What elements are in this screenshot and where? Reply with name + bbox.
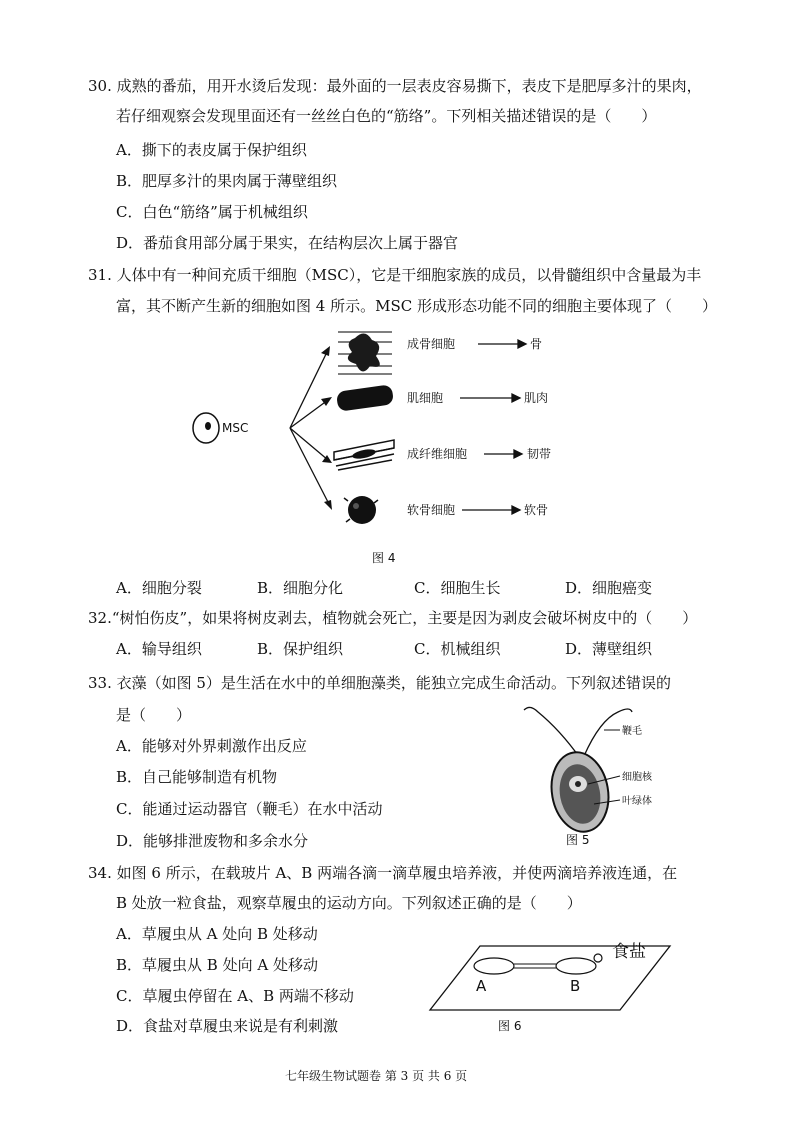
flagellum-left	[524, 707, 580, 758]
chondrocyte-image	[344, 496, 378, 524]
q34-option-a: A．草履虫从 A 处向 B 处移动	[116, 925, 318, 943]
figure-6-caption: 图 6	[498, 1019, 522, 1033]
q32-option-a: A．输导组织	[116, 640, 202, 658]
q30-stem-line2: 若仔细观察会发现里面还有一丝丝白色的“筋络”。下列相关描述错误的是（ ）	[116, 107, 657, 125]
drop-a	[474, 958, 514, 974]
q32-option-c: C．机械组织	[414, 640, 501, 658]
figure-5-caption: 图 5	[566, 833, 590, 847]
cell-label-chondrocyte: 软骨细胞	[407, 503, 456, 517]
fibroblast-image	[334, 440, 394, 470]
cell-label-muscle: 肌细胞	[407, 391, 444, 405]
cell-label-osteoblast: 成骨细胞	[407, 337, 456, 351]
q30-option-c: C．白色“筋络”属于机械组织	[116, 203, 308, 221]
q31-option-b: B．细胞分化	[257, 579, 344, 597]
product-label-bone: 骨	[530, 337, 543, 351]
salt-grain	[594, 954, 602, 962]
q33-option-c: C．能通过运动器官（鞭毛）在水中活动	[116, 800, 383, 818]
muscle-cell-image	[336, 384, 394, 412]
q33-option-a: A．能够对外界刺激作出反应	[116, 737, 307, 755]
osteoblast-image	[337, 326, 393, 378]
q33-stem-line1: 33. 衣藻（如图 5）是生活在水中的单细胞藻类，能独立完成生命活动。下列叙述错误的	[88, 674, 671, 692]
drop-b	[556, 958, 596, 974]
msc-nucleus	[205, 422, 211, 430]
msc-label: MSC	[222, 421, 249, 435]
product-label-ligament: 韧带	[527, 447, 552, 461]
q32-option-d: D．薄壁组织	[565, 640, 653, 658]
q34-stem-line2: B 处放一粒食盐，观察草履虫的运动方向。下列叙述正确的是（ ）	[116, 894, 582, 912]
label-flagellum: 鞭毛	[622, 726, 642, 737]
connecting-channel	[514, 964, 556, 968]
q31-option-c: C．细胞生长	[414, 579, 501, 597]
label-a: A	[476, 977, 487, 995]
q31-option-a: A．细胞分裂	[116, 579, 202, 597]
q33-stem-line2: 是（ ）	[116, 706, 192, 724]
q34-option-b: B．草履虫从 B 处向 A 处移动	[116, 956, 318, 974]
figure-4-caption: 图 4	[372, 551, 396, 565]
q31-option-d: D．细胞癌变	[565, 579, 653, 597]
q30-option-a: A．撕下的表皮属于保护组织	[116, 141, 307, 159]
q31-stem-line1: 31. 人体中有一种间充质干细胞（MSC），它是干细胞家族的成员，以骨髓组织中含量最为丰	[88, 266, 702, 284]
q33-option-b: B．自己能够制造有机物	[116, 768, 278, 786]
q32-option-b: B．保护组织	[257, 640, 344, 658]
q34-option-d: D．食盐对草履虫来说是有利刺激	[116, 1017, 339, 1035]
product-label-cartilage: 软骨	[524, 503, 549, 517]
q30-option-d: D．番茄食用部分属于果实，在结构层次上属于器官	[116, 234, 459, 252]
q30-stem-line1: 30. 成熟的番茄，用开水烫后发现：最外面的一层表皮容易撕下，表皮下是肥厚多汁的果肉，	[88, 77, 702, 95]
label-chloroplast: 叶绿体	[622, 796, 652, 807]
q32-stem: 32.“树怕伤皮”，如果将树皮剥去，植物就会死亡，主要是因为剥皮会破坏树皮中的（ ）	[88, 609, 698, 627]
label-nucleus: 细胞核	[622, 772, 652, 783]
q34-stem-line1: 34. 如图 6 所示，在载玻片 A、B 两端各滴一滴草履虫培养液，并使两滴培养液连通，在	[88, 864, 678, 882]
salt-label: 食盐	[612, 942, 646, 962]
q34-option-c: C．草履虫停留在 A、B 两端不移动	[116, 987, 354, 1005]
label-b: B	[570, 977, 581, 995]
product-label-muscle: 肌肉	[524, 391, 549, 405]
q31-stem-line2: 富，其不断产生新的细胞如图 4 所示。MSC 形成形态功能不同的细胞主要体现了（ ）	[116, 297, 717, 315]
q30-option-b: B．肥厚多汁的果肉属于薄壁组织	[116, 172, 338, 190]
q33-option-d: D．能够排泄废物和多余水分	[116, 832, 309, 850]
figure-5-chlamydomonas	[520, 700, 680, 840]
page-footer: 七年级生物试题卷 第 3 页 共 6 页	[285, 1069, 468, 1083]
cell-label-fibroblast: 成纤维细胞	[407, 447, 468, 461]
